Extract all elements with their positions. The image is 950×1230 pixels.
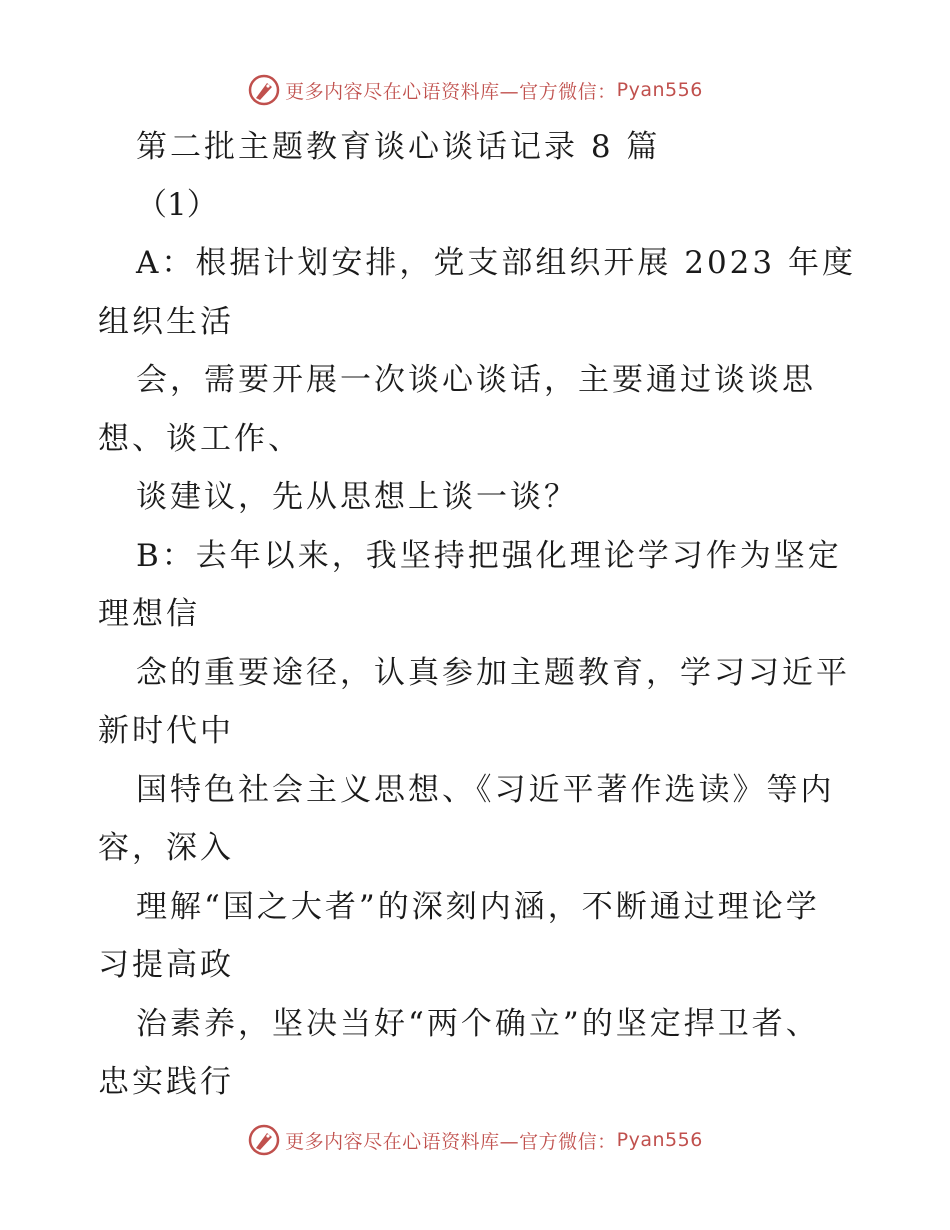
body-line: 念的重要途径，认真参加主题教育，学习习近平 bbox=[136, 654, 850, 691]
body-line: 忠实践行 bbox=[98, 1064, 234, 1100]
watermark-text: 更多内容尽在心语资料库—官方微信： bbox=[285, 80, 617, 103]
body-line: 谈建议，先从思想上谈一谈？ bbox=[136, 479, 578, 515]
section-number: （1） bbox=[136, 187, 218, 223]
pen-nib-circle-icon bbox=[247, 73, 281, 107]
body-line: 治素养，坚决当好“两个确立”的坚定捍卫者、 bbox=[136, 1005, 820, 1042]
body-line: 新时代中 bbox=[98, 713, 234, 749]
body-line: 理想信 bbox=[98, 596, 200, 632]
pen-nib-circle-icon bbox=[247, 1123, 281, 1157]
body-line: 国特色社会主义思想、《习近平著作选读》等内 bbox=[136, 771, 835, 808]
body-line: 习提高政 bbox=[98, 947, 234, 983]
body-line: 会，需要开展一次谈心谈话，主要通过谈谈思 bbox=[136, 362, 816, 398]
watermark-footer bbox=[0, 1120, 950, 1160]
body-line: 理解“国之大者”的深刻内涵，不断通过理论学 bbox=[136, 888, 820, 925]
body-line: 想、谈工作、 bbox=[98, 420, 302, 457]
document-title: 第二批主题教育谈心谈话记录 8 篇 bbox=[136, 129, 661, 165]
watermark-wechat-id: Pyan556 bbox=[616, 79, 703, 101]
body-line: 容，深入 bbox=[98, 830, 234, 866]
watermark-text: 更多内容尽在心语资料库—官方微信： bbox=[285, 1130, 617, 1153]
body-line: B：去年以来，我坚持把强化理论学习作为坚定 bbox=[136, 537, 842, 574]
watermark-header bbox=[0, 70, 950, 110]
body-line: A：根据计划安排，党支部组织开展 2023 年度 bbox=[136, 245, 856, 281]
document-body bbox=[98, 118, 868, 1112]
body-line: 组织生活 bbox=[98, 303, 234, 340]
watermark-wechat-id: Pyan556 bbox=[616, 1129, 703, 1151]
